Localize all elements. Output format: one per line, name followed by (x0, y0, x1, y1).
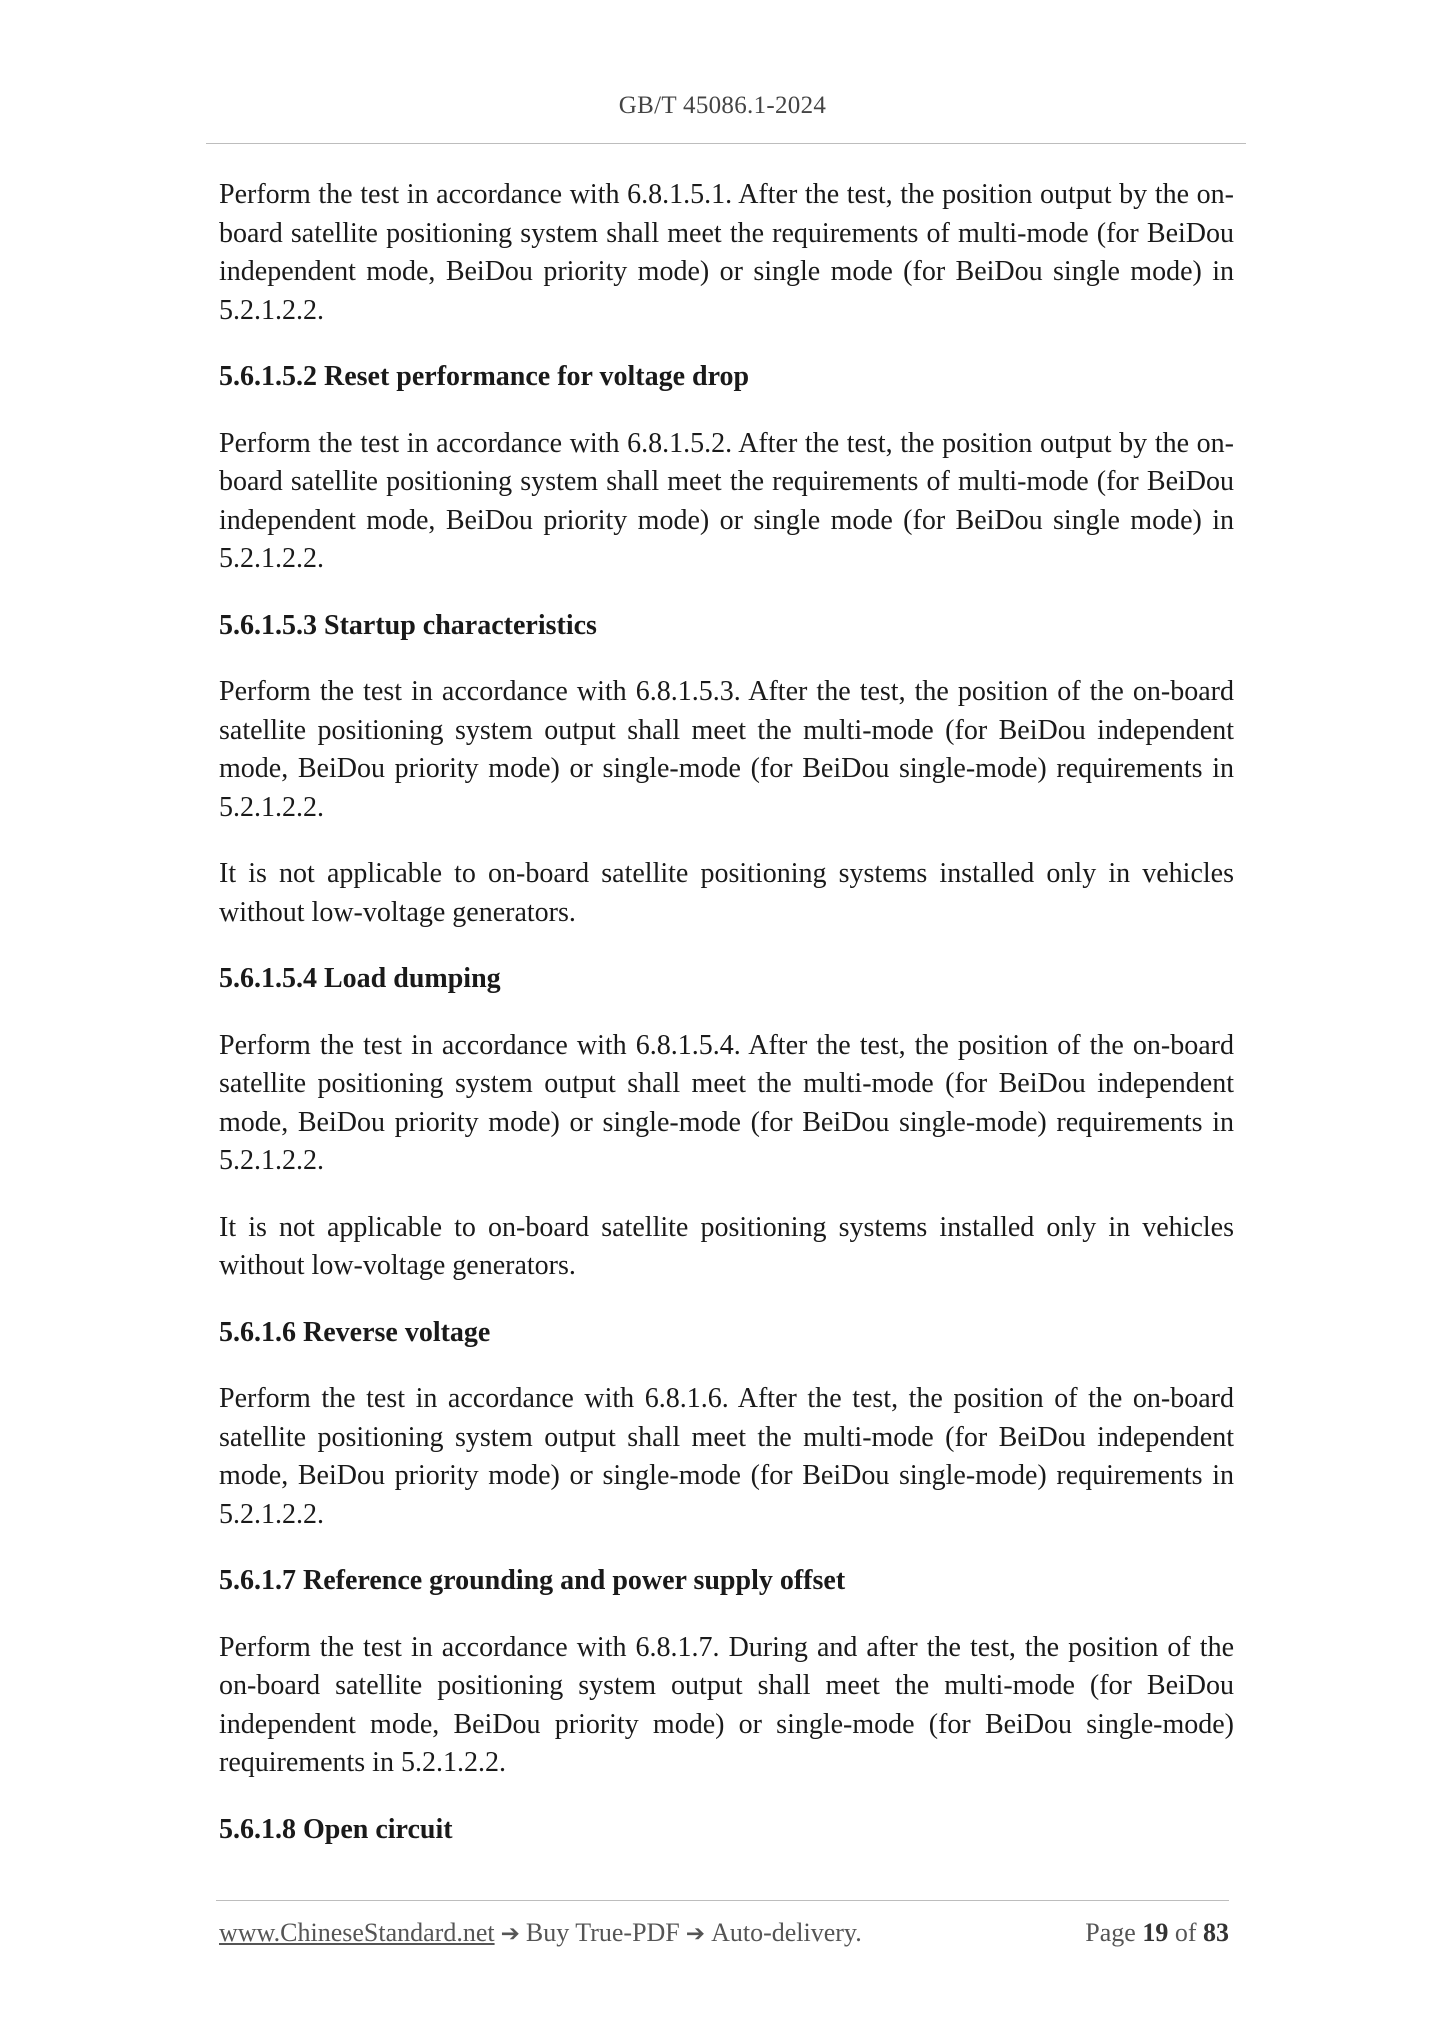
buy-true-pdf-text: Buy True-PDF (525, 1918, 680, 1947)
paragraph-6-8-1-6: Perform the test in accordance with 6.8.1.6. After the test, the position of the on-board satellite positioning system output shall meet the multi-mode (for BeiDou independent mode, BeiDou priority mode) or single-mode (for BeiDou single-mode) requirements in 5.2.1.2.2. (219, 1383, 1234, 1530)
section-heading-5-6-1-5-3: 5.6.1.5.3 Startup characteristics (219, 609, 597, 641)
page-number: 19 (1142, 1918, 1169, 1947)
footer-promo (219, 1918, 862, 1948)
section-heading-5-6-1-7: 5.6.1.7 Reference grounding and power supply offset (219, 1565, 846, 1596)
document-body (219, 176, 1234, 1877)
page-footer (219, 1918, 1229, 1948)
paragraph-6-8-1-7: Perform the test in accordance with 6.8.1.7. During and after the test, the position of the on-board satellite positioning system output shall meet the multi-mode (for BeiDou independent mode, BeiDou priority mode) or single-mode (for BeiDou single-mode) requirements in 5.2.1.2.2. (219, 1631, 1234, 1778)
paragraph-6-8-1-5-3: Perform the test in accordance with 6.8.1.5.3. After the test, the position of the on-board satellite positioning system output shall meet the multi-mode (for BeiDou independent mode, BeiDou priority mode) or single-mode (for BeiDou single-mode) requirements in 5.2.1.2.2. (219, 676, 1234, 823)
of-label: of (1174, 1918, 1197, 1947)
section-heading-5-6-1-8: 5.6.1.8 Open circuit (219, 1813, 453, 1845)
header-divider (206, 143, 1246, 144)
section-heading-5-6-1-5-2: 5.6.1.5.2 Reset performance for voltage drop (219, 361, 750, 392)
paragraph-6-8-1-5-4: Perform the test in accordance with 6.8.1.5.4. After the test, the position of the on-board satellite positioning system output shall meet the multi-mode (for BeiDou independent mode, BeiDou priority mode) or single-mode (for BeiDou single-mode) requirements in 5.2.1.2.2. (219, 1029, 1234, 1176)
section-heading-5-6-1-6: 5.6.1.6 Reverse voltage (219, 1316, 491, 1348)
arrow-right-icon: ➔ (500, 1921, 520, 1947)
website-link[interactable]: www.ChineseStandard.net (219, 1918, 495, 1947)
paragraph-applicability-startup: It is not applicable to on-board satellite positioning systems installed only in vehicles without low-voltage generators. (219, 858, 1234, 928)
auto-delivery-text: Auto-delivery. (711, 1918, 862, 1947)
page-header (0, 92, 1445, 120)
section-heading-5-6-1-5-4: 5.6.1.5.4 Load dumping (219, 963, 501, 994)
footer-divider (216, 1900, 1229, 1901)
arrow-right-icon: ➔ (685, 1921, 706, 1947)
document-id: GB/T 45086.1-2024 (618, 92, 827, 119)
paragraph-applicability-load-dump: It is not applicable to on-board satellite positioning systems installed only in vehicles without low-voltage generators. (219, 1211, 1234, 1281)
total-pages: 83 (1203, 1918, 1229, 1947)
paragraph-6-8-1-5-2: Perform the test in accordance with 6.8.1.5.2. After the test, the position output by the on-board satellite positioning system shall meet the requirements of multi-mode (for BeiDou independent mode, BeiDou priority mode) or single mode (for BeiDou single mode) in 5.2.1.2.2. (219, 427, 1234, 574)
paragraph-6-8-1-5-1: Perform the test in accordance with 6.8.1.5.1. After the test, the position output by the on-board satellite positioning system shall meet the requirements of multi-mode (for BeiDou independent mode, BeiDou priority mode) or single mode (for BeiDou single mode) in 5.2.1.2.2. (219, 179, 1234, 326)
page-counter (1085, 1918, 1229, 1948)
page-label: Page (1085, 1918, 1136, 1947)
